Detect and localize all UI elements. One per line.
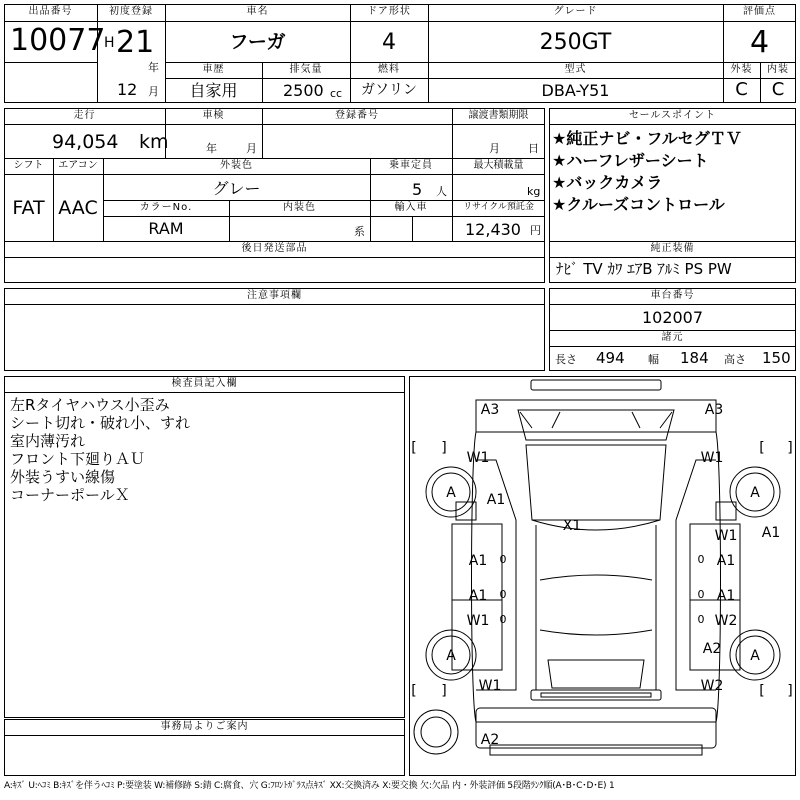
mark-w1-rear-left: W1 — [478, 678, 502, 694]
history-value: 自家用 — [189, 81, 238, 100]
length-value: 494 — [596, 349, 625, 367]
height-label: 高さ — [724, 353, 746, 366]
colorno-label: カラーNo. — [139, 202, 193, 213]
reg-month: 12 — [117, 80, 138, 99]
chassis-label: 車台番号 — [650, 290, 695, 301]
ext-value: C — [735, 79, 748, 100]
doors-value: 4 — [382, 30, 396, 55]
int-value: C — [771, 79, 785, 100]
notes-label: 注意事項欄 — [247, 290, 302, 301]
bracket: ] — [787, 683, 793, 699]
mark-x1-roof: X1 — [562, 518, 582, 534]
doors-label: ドア形状 — [367, 6, 411, 17]
recycle-value: 12,430 — [465, 220, 521, 239]
mark-a1-right-fender: A1 — [761, 525, 781, 541]
mark-a2-rear-bumper: A2 — [480, 732, 500, 748]
length-label: 長さ — [555, 353, 577, 366]
inspector-line: フロント下廻りＡＵ — [10, 450, 146, 468]
cap-value: 5 — [412, 180, 423, 199]
door-handle: 0 — [499, 553, 507, 566]
intcolor-label: 内装色 — [283, 202, 316, 213]
car-name: フーガ — [229, 31, 286, 53]
sales-point-4: ★クルーズコントロール — [552, 195, 725, 214]
inspector-line: 左Rタイヤハウス小歪み — [10, 396, 170, 414]
color-value: グレー — [212, 179, 261, 198]
ac-label: エアコン — [58, 160, 98, 171]
spec-label: 諸元 — [661, 332, 684, 343]
mark-a3-right: A3 — [704, 402, 724, 418]
mark-a-wheel-rl: A — [446, 648, 456, 664]
inspector-line: シート切れ・破れ小、すれ — [10, 414, 191, 432]
door-handle: 0 — [697, 553, 705, 566]
equipment-label: 純正装備 — [650, 243, 695, 254]
reg-month-unit: 月 — [148, 85, 159, 98]
model-label: 型式 — [564, 64, 587, 75]
legend-text: A:ｷｽﾞ U:ﾍｺﾐ B:ｷｽﾞを伴うﾍｺﾐ P:要塗装 W:補修跡 S:錆 C:腐食、穴 G:ﾌﾛﾝﾄｶﾞﾗｽ点ｷｽﾞ XX:交換済み X:要交換 欠:欠品 内・外装評価 5段階ﾗﾝｸ順(A･B･C･D･E) 1 — [4, 781, 615, 791]
mileage-label: 走行 — [73, 110, 96, 121]
door-handle: 0 — [697, 588, 705, 601]
chassis-number: 102007 — [641, 308, 704, 327]
shift-label: シフト — [13, 160, 44, 171]
import-label: 輸入車 — [394, 202, 428, 213]
recycle-label: リサイクル預託金 — [463, 202, 534, 212]
reg-year-unit: 年 — [148, 61, 159, 74]
transfer-label: 譲渡書類期限 — [468, 110, 529, 121]
disp-value: 2500 — [283, 81, 324, 100]
door-handle: 0 — [499, 613, 507, 626]
bracket: ] — [787, 440, 793, 456]
sales-point-2: ★ハーフレザーシート — [552, 151, 709, 170]
grade-label: グレード — [553, 6, 598, 17]
bracket: [ — [759, 440, 765, 456]
recycle-unit: 円 — [530, 224, 541, 237]
ac-value: AAC — [58, 197, 98, 219]
mark-a1-rear-door: A1 — [468, 588, 488, 604]
fuel-label: 燃料 — [378, 64, 400, 75]
mark-w1-front-right: W1 — [700, 450, 724, 466]
shift-value: FAT — [12, 197, 45, 219]
reg-era: H — [104, 35, 115, 51]
disp-unit: cc — [330, 87, 343, 100]
bracket: [ — [759, 683, 765, 699]
mileage-unit: km — [139, 131, 169, 153]
color-label: 外装色 — [220, 160, 253, 171]
mark-a-wheel-rr: A — [750, 648, 760, 664]
width-value: 184 — [680, 349, 709, 367]
height-value: 150 — [762, 349, 791, 367]
sales-points-label: セールスポイント — [628, 110, 717, 121]
transfer-day: 日 — [528, 142, 539, 155]
lot-label: 出品番号 — [28, 6, 73, 17]
mark-w2-rear-right: W2 — [700, 678, 724, 694]
grade-value: 250GT — [539, 30, 612, 55]
score-label: 評価点 — [743, 6, 776, 17]
model-value: DBA-Y51 — [541, 81, 610, 100]
mark-a-wheel-fl: A — [446, 485, 456, 501]
bracket: [ — [411, 440, 417, 456]
load-unit: kg — [527, 185, 541, 198]
regno-label: 登録番号 — [335, 110, 379, 121]
bracket: ] — [441, 683, 447, 699]
inspector-line: コーナーポールＸ — [10, 486, 130, 504]
door-handle: 0 — [697, 613, 705, 626]
mark-a2-right-quarter: A2 — [702, 641, 722, 657]
width-label: 幅 — [648, 353, 659, 366]
door-handle: 0 — [499, 588, 507, 601]
disp-label: 排気量 — [289, 64, 323, 75]
mark-w1-left-rear: W1 — [466, 613, 490, 629]
history-label: 車歴 — [202, 64, 225, 75]
score-value: 4 — [749, 25, 770, 60]
equipment-value: ﾅﾋﾞ TV ｶﾜ ｴｱB ｱﾙﾐ PS PW — [556, 260, 732, 278]
reg-year: 21 — [116, 25, 155, 60]
inspect-month: 月 — [246, 142, 257, 155]
cap-unit: 人 — [436, 185, 447, 198]
int-label: 内装 — [767, 64, 789, 75]
office-label: 事務局よりご案内 — [160, 721, 249, 732]
cap-label: 乗車定員 — [389, 160, 433, 171]
name-label: 車名 — [246, 6, 269, 17]
ext-label: 外装 — [730, 64, 753, 75]
transfer-month: 月 — [489, 142, 500, 155]
inspect-label: 車検 — [202, 110, 225, 121]
sales-point-3: ★バックカメラ — [552, 173, 663, 192]
fuel-value: ガソリン — [361, 82, 417, 98]
bracket: [ — [411, 683, 417, 699]
inspector-label: 検査員記入欄 — [171, 378, 238, 389]
later-parts-label: 後日発送部品 — [241, 243, 308, 254]
mark-a1-right-door: A1 — [716, 553, 736, 569]
lot-number: 10077 — [10, 23, 106, 58]
mark-w2-right-rear: W2 — [714, 613, 738, 629]
mark-a-wheel-fr: A — [750, 485, 760, 501]
bracket: ] — [441, 440, 447, 456]
inspect-year: 年 — [206, 142, 217, 155]
mark-w1-front-left: W1 — [466, 450, 490, 466]
inspector-line: 外装うすい線傷 — [10, 468, 116, 486]
load-label: 最大積載量 — [473, 160, 524, 171]
colorno-value: RAM — [148, 219, 184, 238]
mark-a1-left-door: A1 — [468, 553, 488, 569]
inspector-line: 室内薄汚れ — [10, 432, 86, 450]
mileage-value: 94,054 — [52, 131, 119, 153]
intcolor-unit: 系 — [354, 225, 365, 238]
sales-point-1: ★純正ナビ・フルセグＴＶ — [552, 129, 742, 148]
reg-label: 初度登録 — [109, 6, 153, 17]
mark-a3-left: A3 — [480, 402, 500, 418]
mark-a1-left-fender: A1 — [486, 492, 506, 508]
mark-a1-right-rear: A1 — [716, 588, 736, 604]
mark-w1-right-door: W1 — [714, 528, 738, 544]
